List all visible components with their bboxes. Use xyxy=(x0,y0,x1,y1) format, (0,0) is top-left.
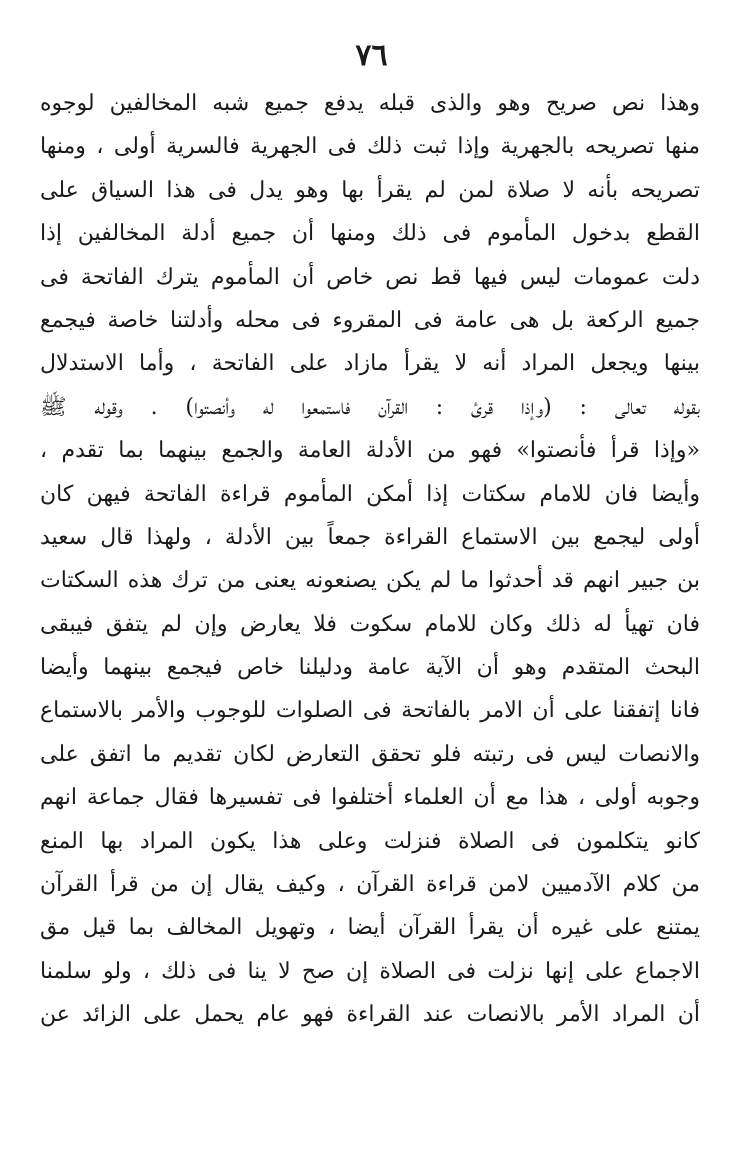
text-line: وجوبه أولى ، هذا مع أن العلماء أختلفوا فى تفسيرها فقال جماعة انهم xyxy=(40,785,700,811)
text-line: بن جبير انهم قد أحدثوا ما لم يكن يصنعونه يعنى من ترك هذه السكتات xyxy=(40,568,700,594)
text-line: البحث المتقدم وهو أن الآية عامة ودليلنا خاص فيجمع بينهما وأيضا xyxy=(40,655,700,681)
text-line: وهذا نص صريح وهو والذى قبله يدفع جميع شبه المخالفين لوجوه xyxy=(40,91,700,116)
text-line: من كلام الآدميين لامن قراءة القرآن ، وكيف يقال إن من قرأ القرآن xyxy=(40,872,700,898)
text-line: بقوله تعالى : (وإذا قرئ : القرآن فاستمعوا له وأنصتوا) . وقوله ﷺ xyxy=(40,394,700,420)
text-line: وأيضا فان للامام سكتات إذا أمكن المأموم قراءة الفاتحة فيهن كان xyxy=(40,481,700,507)
text-line: فانا إتفقنا على أن الامر بالفاتحة فى الصلوات للوجوب والأمر بالاستماع xyxy=(40,698,700,724)
text-line: أولى ليجمع بين الاستماع القراءة جمعاً بين الأدلة ، ولهذا قال سعيد xyxy=(40,524,700,550)
text-line: جميع الركعة بل هى عامة فى المقروء فى محله وأدلتنا خاصة فيجمع xyxy=(40,307,700,333)
text-line: يمتنع على غيره أن يقرأ القرآن أيضا ، وتهويل المخالف بما قيل مق xyxy=(40,915,700,941)
text-line: منها تصريحه بالجهرية وإذا ثبت ذلك فى الجهرية فالسرية أولى ، ومنها xyxy=(40,134,700,160)
body-text xyxy=(40,82,700,1037)
text-line: الاجماع على إنها نزلت فى الصلاة إن صح لا ينا فى ذلك ، ولو سلمنا xyxy=(40,958,700,984)
text-line: فان تهيأ له ذلك وكان للامام سكوت فلا يعارض وإن لم يتفق فيبقى xyxy=(40,611,700,637)
text-line: والانصات ليس فى رتبته فلو تحقق التعارض لكان تقديم ما اتفق على xyxy=(40,741,700,767)
text-line: أن المراد الأمر بالانصات عند القراءة فهو عام يحمل على الزائد عن xyxy=(40,1002,700,1028)
text-line: بينها ويجعل المراد أنه لا يقرأ مازاد على الفاتحة ، وأما الاستدلال xyxy=(40,351,700,377)
text-line: القطع بدخول المأموم فى ذلك ومنها أن جميع أدلة المخالفين إذا xyxy=(40,221,700,247)
text-line: كانو يتكلمون فى الصلاة فنزلت وعلى هذا يكون المراد بها المنع xyxy=(40,828,700,854)
text-line: دلت عمومات ليس فيها قط نص خاص أن المأموم يترك الفاتحة فى xyxy=(40,264,700,290)
text-line: «وإذا قرأ فأنصتوا» فهو من الأدلة العامة والجمع بينهما بما تقدم ، xyxy=(40,438,700,464)
page-number: ٧٦ xyxy=(355,38,388,73)
text-line: تصريحه بأنه لا صلاة لمن لم يقرأ بها وهو يدل فى هذا السياق على xyxy=(40,177,700,203)
